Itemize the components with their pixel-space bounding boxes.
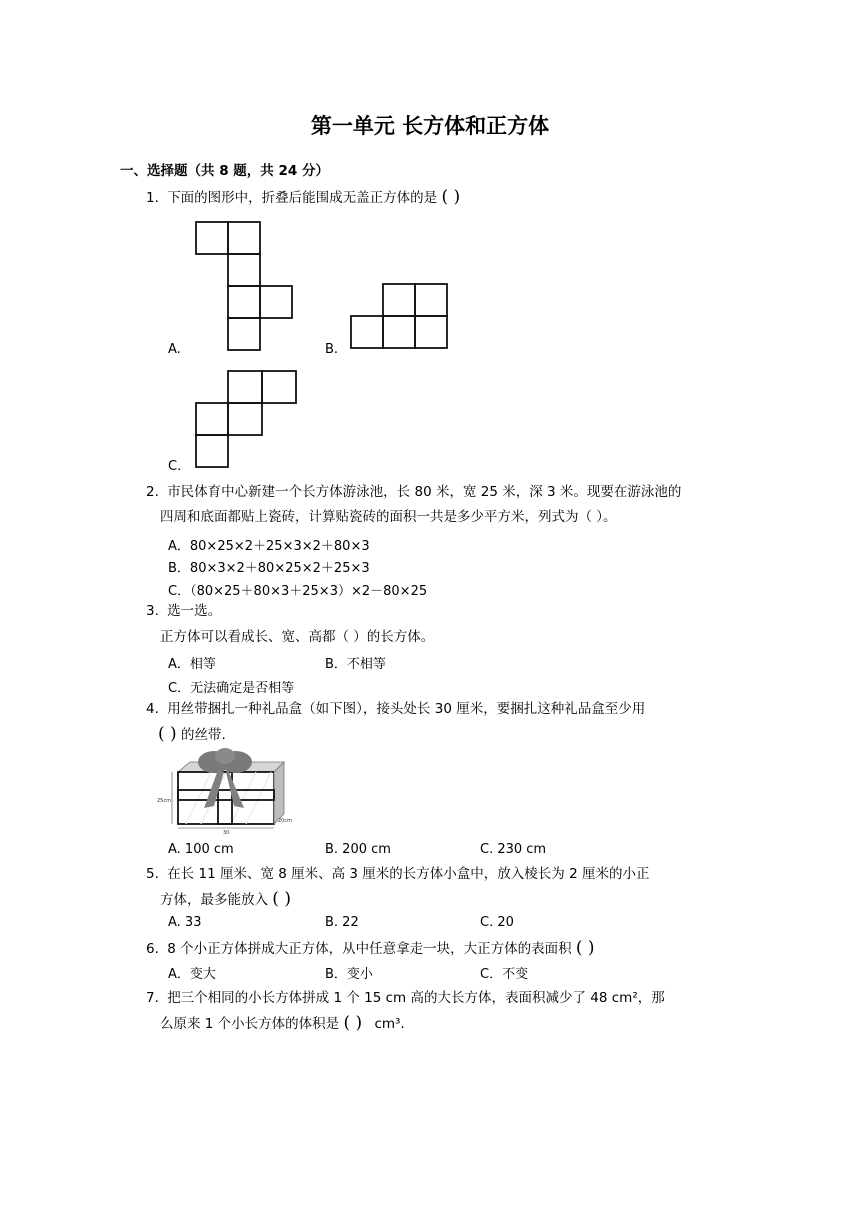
option-b[interactable]: B．80×3×2＋80×25×2＋25×3 [168,561,370,576]
question-text: 下面的图形中，折叠后能围成无盖正方体的是 [167,190,438,206]
question-number: 5. [146,866,159,882]
net-square [383,284,415,316]
question-6 [146,938,595,959]
question-number: 2. [146,484,159,500]
net-square [383,316,415,348]
net-square [228,254,260,286]
question-number: 6. [146,941,159,957]
dimension-label-width: 20cm [278,818,292,824]
net-square [262,371,296,403]
option-c-label[interactable]: C. [168,459,182,474]
question-text-line2 [158,724,226,745]
option-b[interactable]: B．不相等 [325,657,386,672]
option-a[interactable]: A．变大 [168,967,216,982]
question-text-line2: 正方体可以看成长、宽、高都（ ）的长方体。 [160,629,435,645]
answer-blank[interactable]: ( ) [158,724,177,744]
option-c[interactable]: C. 230 cm [480,842,547,857]
section-heading: 一、选择题（共 8 题，共 24 分） [120,163,329,179]
option-a[interactable]: A．相等 [168,657,216,672]
question-text-line2 [160,1013,405,1034]
question-text: 的丝带. [180,727,226,743]
net-square [228,371,262,403]
question-text: 方体，最多能放入 [160,892,268,908]
question-7 [146,988,665,1008]
net-square [415,284,447,316]
question-text: 么原来 1 个小长方体的体积是 [160,1016,340,1032]
question-4 [146,699,645,719]
net-square [351,316,383,348]
page-title: 第一单元 长方体和正方体 [310,113,550,138]
net-square [196,435,228,467]
option-c[interactable]: C. 20 [480,915,514,930]
question-2 [146,482,681,502]
option-b-label[interactable]: B. [325,342,339,357]
question-text: 市民体育中心新建一个长方体游泳池，长 80 米，宽 25 米，深 3 米。现要在游泳池的 [167,484,682,500]
option-b[interactable]: B. 22 [325,915,359,930]
net-square [260,286,292,318]
question-text: 把三个相同的小长方体拼成 1 个 15 cm 高的大长方体，表面积减少了 48 cm²，那 [167,990,665,1006]
option-a[interactable]: A. 33 [168,915,202,930]
net-square [196,403,228,435]
net-square [228,286,260,318]
net-a-figure [190,218,300,354]
net-square [196,222,228,254]
net-c-figure [192,368,302,472]
option-c[interactable]: C．无法确定是否相等 [168,681,295,696]
question-text: 在长 11 厘米、宽 8 厘米、高 3 厘米的长方体小盒中，放入棱长为 2 厘米的小正 [167,866,650,882]
question-number: 1. [146,190,159,206]
net-square [228,318,260,350]
answer-blank[interactable]: ( ) [575,938,595,958]
question-5 [146,864,649,884]
answer-blank[interactable]: ( ) [441,187,461,207]
net-b-figure [348,280,452,352]
question-number: 4. [146,701,159,717]
option-a[interactable]: A．80×25×2＋25×3×2＋80×3 [168,539,370,554]
option-b[interactable]: B. 200 cm [325,842,391,857]
question-text: 8 个小正方体拼成大正方体，从中任意拿走一块，大正方体的表面积 [167,941,572,957]
question-text-line2: 四周和底面都贴上瓷砖，计算贴瓷砖的面积一共是多少平方米，列式为（ ）。 [160,509,617,525]
net-square [415,316,447,348]
question-number: 7. [146,990,159,1006]
question-text-line2 [160,889,291,910]
question-3 [146,601,221,621]
option-c[interactable]: C．（80×25＋80×3＋25×3）×2－80×25 [168,584,428,599]
net-square [228,222,260,254]
question-1 [146,187,460,208]
unit-text: cm³. [374,1016,405,1032]
dimension-label-length: 30 [223,830,230,836]
option-a-label[interactable]: A. [168,342,181,357]
option-c[interactable]: C．不变 [480,967,529,982]
option-a[interactable]: A. 100 cm [168,842,234,857]
net-square [228,403,262,435]
option-b[interactable]: B．变小 [325,967,373,982]
answer-blank[interactable]: ( ) [343,1013,363,1033]
question-number: 3. [146,603,159,619]
answer-blank[interactable]: ( ) [272,889,291,909]
gift-box-illustration [156,750,296,836]
dimension-label-height: 25cm [157,798,171,804]
question-text: 用丝带捆扎一种礼品盒（如下图），接头处长 30 厘米，要捆扎这种礼品盒至少用 [167,701,646,717]
question-text: 选一选。 [167,603,222,619]
